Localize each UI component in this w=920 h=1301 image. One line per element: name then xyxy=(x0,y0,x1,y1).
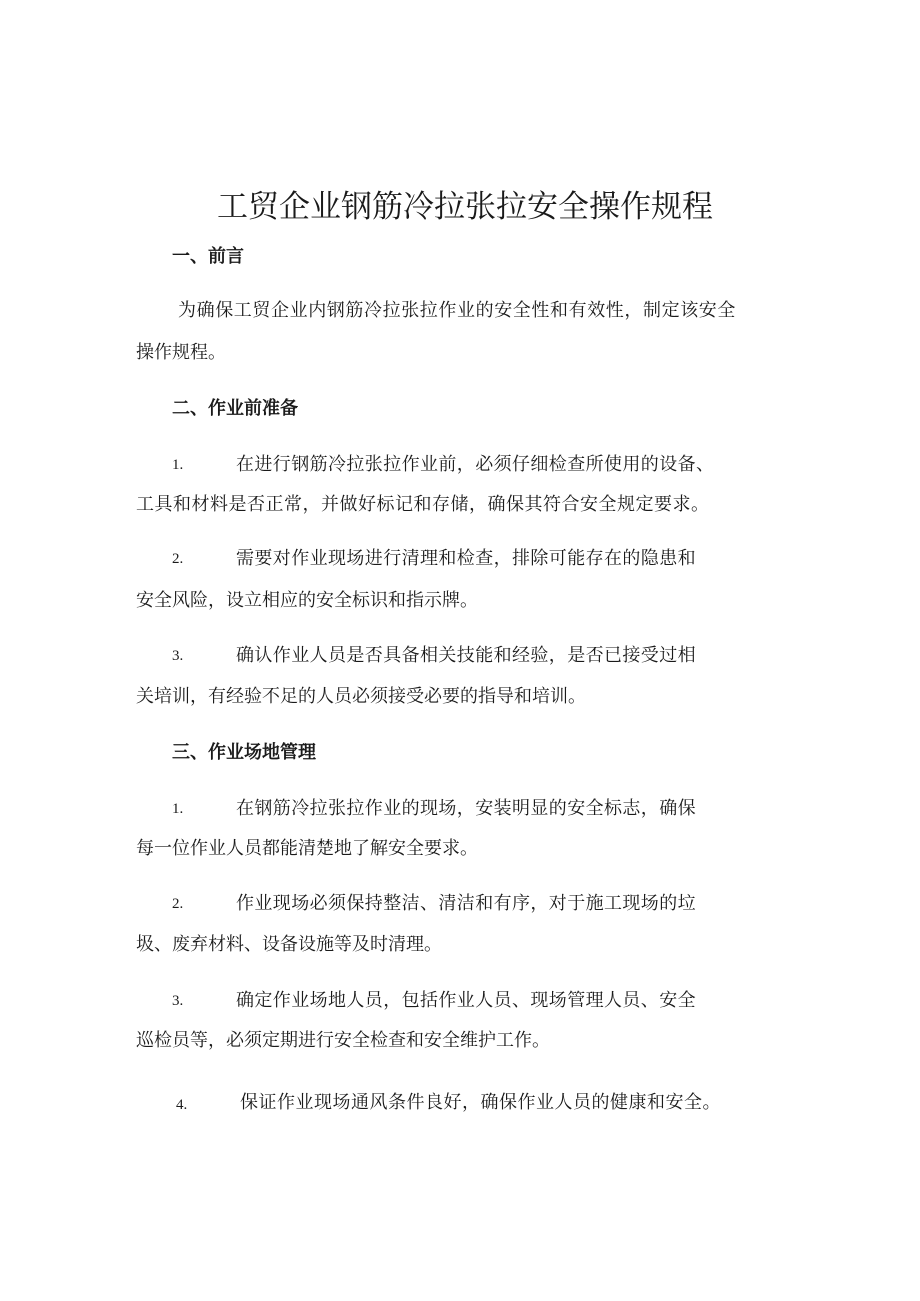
item-number: 2. xyxy=(172,551,184,567)
item-line-2: 每一位作业人员都能清楚地了解安全要求。 xyxy=(136,838,478,859)
item-line-1: 确定作业场地人员，包括作业人员、现场管理人员、安全 xyxy=(236,990,696,1011)
section-heading-preparation: 二、作业前准备 xyxy=(172,398,298,419)
item-number: 1. xyxy=(172,801,184,817)
section-heading-preface: 一、前言 xyxy=(172,246,244,267)
item-line-2: 关培训，有经验不足的人员必须接受必要的指导和培训。 xyxy=(136,686,586,707)
item-number: 2. xyxy=(172,896,184,912)
item-number: 4. xyxy=(176,1097,188,1113)
intro-line-2: 操作规程。 xyxy=(136,342,226,363)
item-line-1: 保证作业现场通风条件良好，确保作业人员的健康和安全。 xyxy=(240,1092,721,1113)
item-line-2: 巡检员等，必须定期进行安全检查和安全维护工作。 xyxy=(136,1030,550,1051)
item-number: 3. xyxy=(172,648,184,664)
section-heading-site-management: 三、作业场地管理 xyxy=(172,742,316,763)
item-line-1: 作业现场必须保持整洁、清洁和有序，对于施工现场的垃 xyxy=(236,893,696,914)
item-number: 3. xyxy=(172,993,184,1009)
item-line-2: 工具和材料是否正常，并做好标记和存储，确保其符合安全规定要求。 xyxy=(136,494,710,515)
item-line-1: 需要对作业现场进行清理和检查，排除可能存在的隐患和 xyxy=(236,548,696,569)
item-line-2: 安全风险，设立相应的安全标识和指示牌。 xyxy=(136,590,478,611)
intro-line-1: 为确保工贸企业内钢筋冷拉张拉作业的安全性和有效性，制定该安全 xyxy=(178,300,736,321)
item-line-2: 圾、废弃材料、设备设施等及时清理。 xyxy=(136,934,442,955)
item-line-1: 在钢筋冷拉张拉作业的现场，安装明显的安全标志，确保 xyxy=(236,798,696,819)
item-number: 1. xyxy=(172,457,184,473)
item-line-1: 在进行钢筋冷拉张拉作业前，必须仔细检查所使用的设备、 xyxy=(236,454,715,475)
item-line-1: 确认作业人员是否具备相关技能和经验，是否已接受过相 xyxy=(236,645,696,666)
document-title: 工贸企业钢筋冷拉张拉安全操作规程 xyxy=(217,189,713,225)
